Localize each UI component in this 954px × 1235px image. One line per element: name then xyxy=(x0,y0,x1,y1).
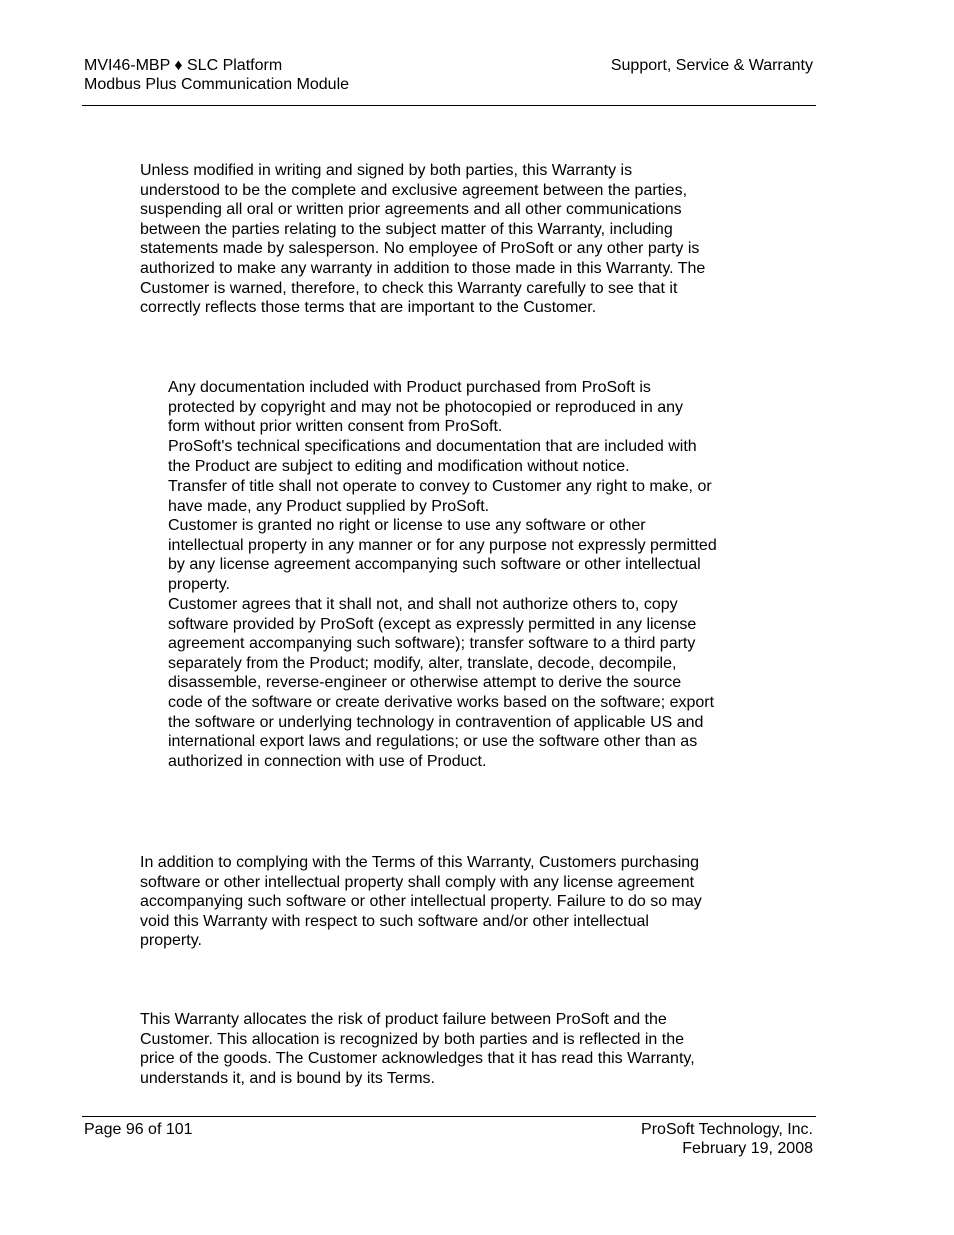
header-section-title: Support, Service & Warranty xyxy=(610,57,813,74)
page-number: Page 96 of 101 xyxy=(84,1121,193,1138)
list-item-software-restrictions: Customer agrees that it shall not, and shall not authorize others to, copy software provided by ProSoft (except as expressly permitted in any license agreement accompanying such software); transfer software to a third party separately from the Product; modify, alter, translate, decode, decompile, disassemble, reverse-engineer or otherwise attempt to derive the source code of the software or create derivative works based on the software; export the software or underlying technology in contravention of applicable US and international export laws and regulations; or use the software other than as authorized in connection with use of Product. xyxy=(168,596,715,770)
header-product xyxy=(84,56,349,94)
header-divider xyxy=(82,105,816,106)
company-name: ProSoft Technology, Inc. xyxy=(641,1121,813,1138)
list-item-documentation: Any documentation included with Product purchased from ProSoft is protected by copyright and may not be photocopied or reproduced in any form without prior written consent from ProSoft. xyxy=(168,379,683,436)
header-module-line: Modbus Plus Communication Module xyxy=(84,76,350,93)
list-item-specifications: ProSoft's technical specifications and documentation that are included with the Product are subject to editing and modification without notice. xyxy=(168,438,697,475)
document-date: February 19, 2008 xyxy=(682,1140,813,1157)
paragraph-risk-allocation: This Warranty allocates the risk of product failure between ProSoft and the Customer. This allocation is recognized by both parties and is reflected in the price of the goods. The Customer acknowledges that it has read this Warranty, understands it, and is bound by its Terms. xyxy=(140,1011,695,1087)
list-item-license-rights: Customer is granted no right or license to use any software or other intellectual property in any manner or for any purpose not expressly permitted by any license agreement accompanying such software or other intellectual property. xyxy=(168,517,717,593)
header-product-line: MVI46-MBP ♦ SLC Platform xyxy=(84,57,283,74)
paragraph-license-compliance: In addition to complying with the Terms of this Warranty, Customers purchasing software or other intellectual property shall comply with any license agreement accompanying such software or other intellectual property. Failure to do so may void this Warranty with respect to such software and/or other intellectual property. xyxy=(140,854,702,950)
paragraph-agreement: Unless modified in writing and signed by both parties, this Warranty is understood to be the complete and exclusive agreement between the parties, suspending all oral or written prior agreements and all other communications between the parties relating to the subject matter of this Warranty, including statements made by salesperson. No employee of ProSoft or any other party is authorized to make any warranty in addition to those made in this Warranty. The Customer is warned, therefore, to check this Warranty carefully to see that it correctly reflects those terms that are important to the Customer. xyxy=(140,162,706,317)
footer-divider xyxy=(82,1116,816,1117)
list-item-transfer-of-title: Transfer of title shall not operate to convey to Customer any right to make, or have made, any Product supplied by ProSoft. xyxy=(168,478,712,515)
footer-info xyxy=(641,1120,813,1158)
